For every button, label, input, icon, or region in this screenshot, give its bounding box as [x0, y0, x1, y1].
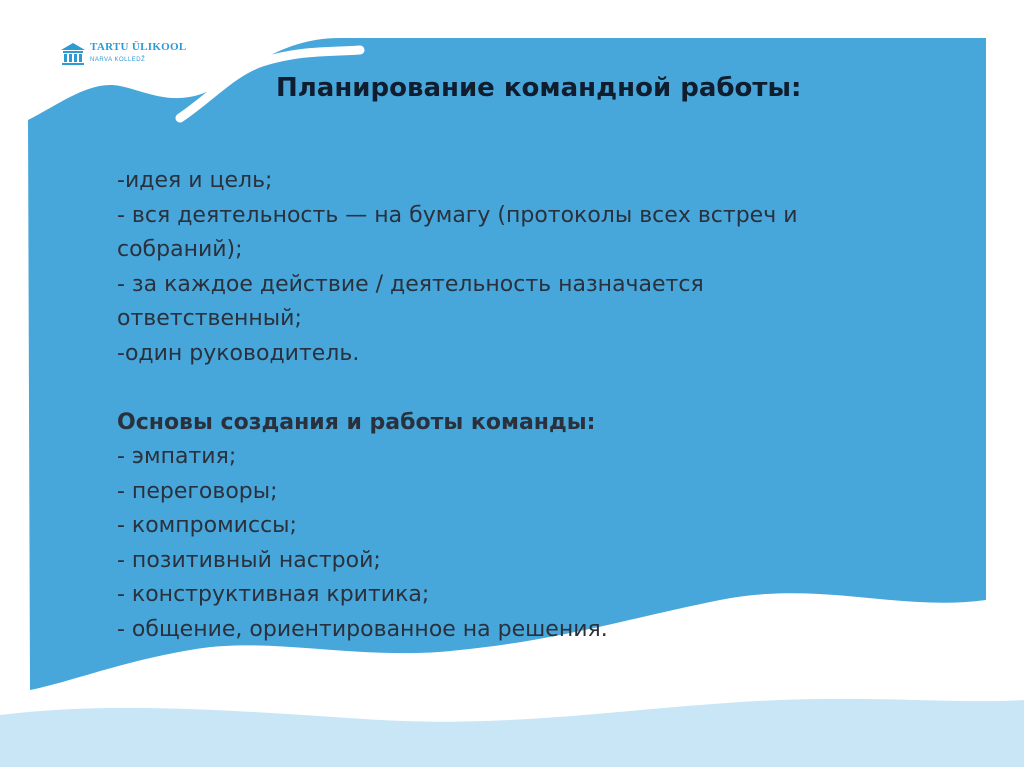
- university-building-icon: [60, 42, 86, 66]
- slide-title: Планирование командной работы:: [276, 73, 802, 103]
- planning-line: - вся деятельность — на бумагу (протоколы всех встреч и: [117, 202, 798, 228]
- planning-line: собраний);: [117, 237, 243, 262]
- basics-item: - эмпатия;: [117, 444, 237, 469]
- basics-item: - переговоры;: [117, 478, 278, 504]
- planning-line: -один руководитель.: [117, 340, 360, 366]
- university-logo: [60, 42, 187, 66]
- logo-subtitle: NARVA KOLLEDŽ: [90, 57, 146, 63]
- planning-line: ответственный;: [117, 306, 302, 331]
- logo-name: TARTU ÜLIKOOL: [90, 41, 187, 53]
- planning-line: -идея и цель;: [117, 168, 273, 193]
- planning-list: [117, 164, 997, 371]
- bottom-blue-ribbon: [0, 699, 1024, 767]
- basics-list: [117, 440, 997, 647]
- basics-item: - общение, ориентированное на решения.: [117, 616, 608, 642]
- slide-body: [117, 164, 997, 647]
- basics-heading: Основы создания и работы команды:: [117, 409, 596, 435]
- basics-item: - конструктивная критика;: [117, 582, 430, 607]
- spacer: [117, 371, 997, 406]
- basics-item: - позитивный настрой;: [117, 547, 381, 573]
- planning-line: - за каждое действие / деятельность назначается: [117, 271, 704, 297]
- basics-item: - компромиссы;: [117, 513, 297, 538]
